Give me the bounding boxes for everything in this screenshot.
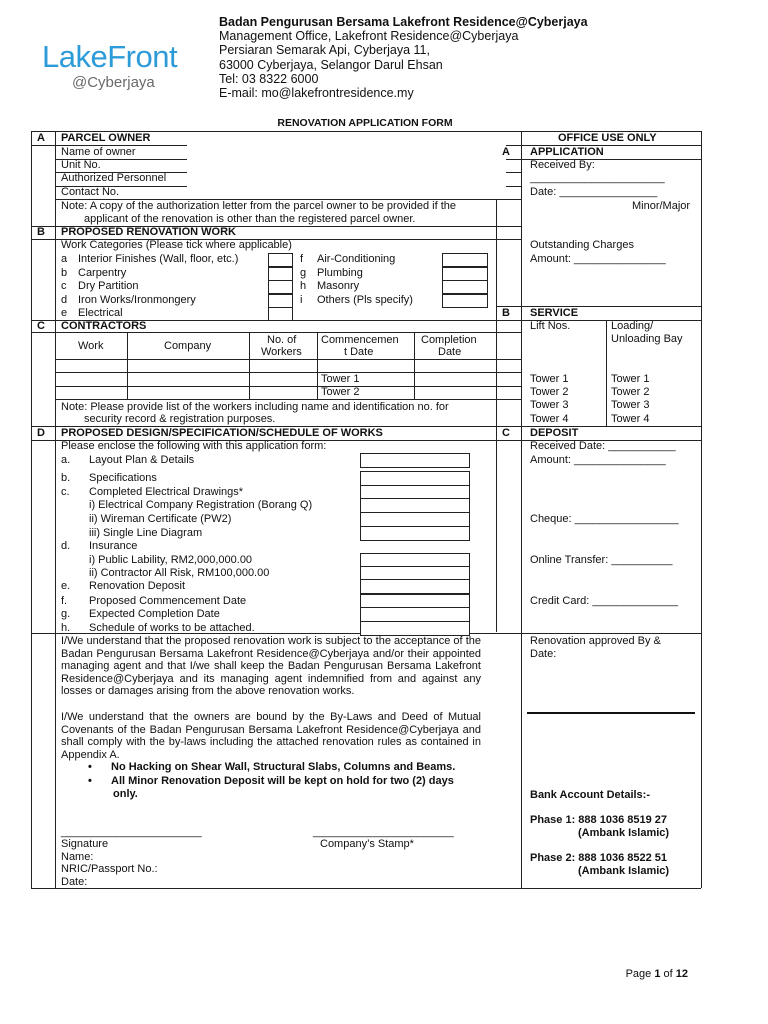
signature-label: Signature — [61, 838, 109, 850]
bullet-deposit-hold: All Minor Renovation Deposit will be kept on hold for two (2) days — [111, 775, 454, 787]
outstanding-amount[interactable]: Amount: _______________ — [530, 253, 666, 265]
work-category-label: Iron Works/Ironmongery — [78, 293, 196, 306]
approval-signature-line[interactable] — [527, 712, 695, 714]
grid-line — [55, 399, 521, 400]
doc-item-label: Expected Completion Date — [89, 608, 220, 620]
doc-item-checkbox[interactable] — [360, 579, 470, 594]
letterhead — [219, 15, 588, 100]
grid-line — [496, 633, 701, 634]
office-a-title: APPLICATION — [530, 146, 604, 158]
doc-item-label: i) Public Lability, RM2,000,000.00 — [89, 554, 253, 566]
grid-line — [496, 159, 701, 160]
grid-line — [31, 440, 55, 441]
work-category-label: Interior Finishes (Wall, floor, etc.) — [78, 253, 239, 265]
grid-line — [127, 332, 128, 399]
col-workers-1: No. of — [267, 334, 297, 346]
form-title: RENOVATION APPLICATION FORM — [277, 117, 453, 129]
grid-line — [31, 145, 55, 146]
work-category-checkbox[interactable] — [268, 280, 293, 294]
grid-line — [31, 239, 55, 240]
nric-label: NRIC/Passport No.: — [61, 863, 158, 875]
received-by: Received By: — [530, 159, 595, 171]
col-completion-2: Date — [438, 346, 462, 358]
doc-item-key: d. — [61, 540, 71, 552]
grid-line — [496, 145, 497, 632]
grid-line — [606, 320, 607, 426]
lakefront-logo — [42, 40, 202, 102]
doc-item-key: f. — [61, 595, 68, 607]
work-category-key: c — [61, 280, 67, 292]
bullet-no-hacking: No Hacking on Shear Wall, Structural Slabs, Columns and Beams. — [111, 761, 456, 773]
col-commencement-1: Commencemen — [321, 334, 399, 346]
section-d-intro: Please enclose the following with this application form: — [61, 440, 327, 452]
doc-item-checkbox[interactable] — [360, 621, 470, 636]
grid-line — [55, 372, 521, 373]
unit-no-input[interactable] — [187, 159, 506, 172]
date-label: Date: — [61, 876, 88, 888]
bullet-deposit-hold-cont: only. — [113, 788, 138, 800]
outstanding-charges: Outstanding Charges — [530, 239, 634, 251]
doc-item-label: iii) Single Line Diagram — [89, 527, 203, 539]
lift-tower: Tower 1 — [530, 373, 569, 385]
grid-line — [249, 332, 250, 399]
office-name: Management Office, Lakefront Residence@Cyberjaya — [219, 29, 519, 44]
declaration-paragraph-1: I/We understand that the proposed renovation work is subject to the acceptance of the Badan Pengurusan Bersama Lakefront Residence@Cyberjaya and/or their appointed managing agent and that I/we shall keep the Badan Pengurusan Bersama Lakefront Residence@Cyberjaya and its managing agent indemnified from and against any losses or damages arising from the above renovation works. — [61, 635, 481, 698]
signature-line[interactable]: _______________________ — [61, 826, 202, 838]
work-category-key: e — [61, 307, 68, 319]
email: E-mail: mo@lakefrontresidence.my — [219, 86, 414, 101]
section-c-letter: C — [37, 320, 45, 332]
deposit-online-transfer[interactable]: Online Transfer: __________ — [530, 554, 673, 566]
grid-line — [521, 131, 522, 888]
doc-item-checkbox[interactable] — [360, 607, 470, 622]
page-number: 1 — [654, 968, 661, 980]
col-completion-1: Completion — [421, 334, 477, 346]
lift-nos: Lift Nos. — [530, 320, 571, 332]
doc-item-checkbox[interactable] — [360, 512, 470, 527]
section-a-title: PARCEL OWNER — [61, 132, 151, 144]
minor-major: Minor/Major — [632, 200, 691, 212]
grid-line — [55, 131, 56, 888]
contractor-tower-1: Tower 1 — [321, 373, 360, 385]
grid-line — [414, 332, 415, 399]
doc-item-key: h. — [61, 622, 71, 634]
section-b-letter: B — [37, 226, 45, 238]
field-authorized-personnel: Authorized Personnel — [61, 172, 167, 184]
section-c-note-1: Note: Please provide list of the workers including name and identification no. for — [61, 401, 449, 413]
section-a-letter: A — [37, 132, 45, 144]
section-a-note-1: Note: A copy of the authorization letter from the parcel owner to be provided if the — [61, 200, 457, 212]
section-a-note-2: applicant of the renovation is other than the registered parcel owner. — [84, 213, 416, 225]
doc-item-key: a. — [61, 454, 71, 466]
page-total: 12 — [675, 968, 688, 980]
approved-by-1: Renovation approved By & — [530, 635, 661, 647]
field-contact-no: Contact No. — [61, 186, 120, 198]
org-name: Badan Pengurusan Bersama Lakefront Residence@Cyberjaya — [219, 15, 588, 29]
office-date[interactable]: Date: ________________ — [530, 186, 658, 198]
bank-account-title: Bank Account Details:- — [530, 789, 651, 801]
doc-item-key: e. — [61, 580, 71, 592]
doc-item-label: Completed Electrical Drawings* — [89, 486, 244, 498]
office-c-title: DEPOSIT — [530, 427, 579, 439]
work-category-label: Air-Conditioning — [317, 253, 396, 265]
grid-line — [55, 386, 521, 387]
doc-item-checkbox[interactable] — [360, 498, 470, 513]
deposit-amount[interactable]: Amount: _______________ — [530, 454, 666, 466]
authorized-personnel-input[interactable] — [187, 172, 506, 186]
grid-line — [317, 332, 318, 399]
work-category-key: f — [300, 253, 304, 265]
grid-line — [31, 131, 32, 888]
phase-1-account: Phase 1: 888 1036 8519 27 — [530, 814, 668, 826]
contractor-tower-2: Tower 2 — [321, 386, 360, 398]
work-category-checkbox[interactable] — [442, 253, 488, 267]
grid-line — [496, 306, 701, 307]
work-categories-intro: Work Categories (Please tick where applicable) — [61, 239, 292, 251]
col-workers-2: Workers — [261, 346, 302, 358]
doc-item-label: Renovation Deposit — [89, 580, 186, 592]
doc-item-label: Schedule of works to be attached. — [89, 622, 255, 634]
work-category-key: b — [61, 266, 68, 279]
field-name-of-owner: Name of owner — [61, 146, 136, 158]
office-c-letter: C — [502, 427, 510, 439]
office-use-title: OFFICE USE ONLY — [558, 132, 657, 144]
col-work: Work — [78, 340, 104, 352]
section-c-note-2: security record & registration purposes. — [84, 413, 276, 425]
lift-tower: Tower 2 — [530, 386, 569, 399]
work-category-label: Carpentry — [78, 266, 127, 279]
deposit-credit-card[interactable]: Credit Card: ______________ — [530, 595, 679, 607]
loading-bay-tower: Tower 1 — [611, 373, 650, 385]
doc-item-label: Specifications — [89, 472, 157, 484]
section-c-title: CONTRACTORS — [61, 320, 147, 332]
doc-item-key: b. — [61, 472, 71, 484]
work-category-label: Others (Pls specify) — [317, 293, 413, 306]
doc-item-checkbox[interactable] — [360, 453, 470, 468]
loading-bay-2: Unloading Bay — [611, 333, 683, 345]
work-category-label: Plumbing — [317, 266, 363, 279]
office-a-letter: A — [502, 146, 510, 158]
office-b-letter: B — [502, 307, 510, 319]
work-category-key: h — [300, 280, 307, 292]
telephone: Tel: 03 8322 6000 — [219, 71, 319, 86]
work-category-checkbox[interactable] — [268, 253, 293, 267]
col-commencement-2: t Date — [344, 346, 374, 358]
lift-tower: Tower 3 — [530, 399, 569, 412]
grid-line — [701, 131, 702, 888]
doc-item-label: Insurance — [89, 540, 138, 552]
owner-name-input[interactable] — [187, 145, 506, 159]
grid-line — [55, 359, 521, 360]
section-d-letter: D — [37, 427, 45, 439]
address-line-2: 63000 Cyberjaya, Selangor Darul Ehsan — [219, 57, 443, 72]
bullet-1-dot: • — [88, 761, 92, 773]
loading-bay-1: Loading/ — [611, 320, 654, 332]
address-line-1: Persiaran Semarak Api, Cyberjaya 11, — [219, 43, 430, 58]
col-company: Company — [164, 340, 212, 352]
work-category-key: g — [300, 266, 307, 279]
work-category-checkbox[interactable] — [442, 294, 488, 308]
doc-item-label: ii) Contractor All Risk, RM100,000.00 — [89, 567, 270, 579]
grid-line — [31, 888, 701, 889]
doc-item-label: ii) Wireman Certificate (PW2) — [89, 513, 232, 525]
logo-subtitle: @Cyberjaya — [72, 74, 155, 91]
phase-1-bank: (Ambank Islamic) — [578, 827, 670, 839]
grid-line — [496, 320, 701, 321]
work-category-key: i — [300, 293, 303, 306]
approved-by-2: Date: — [530, 648, 557, 660]
stamp-line[interactable]: _______________________ — [313, 826, 454, 838]
work-category-label: Masonry — [317, 280, 360, 292]
work-category-label: Electrical — [78, 307, 123, 319]
declaration-paragraph-2: I/We understand that the owners are bound by the By-Laws and Deed of Mutual Covenants of the Badan Pengurusan Bersama Lakefront Residence@Cyberjaya and shall comply with the by-laws including the attached renovation rules as contained in Appendix A. — [61, 711, 481, 761]
work-category-key: d — [61, 293, 68, 306]
doc-item-label: Proposed Commencement Date — [89, 595, 247, 607]
page-footer — [626, 968, 688, 980]
page-prefix: Page — [625, 968, 655, 980]
contact-no-input[interactable] — [187, 186, 506, 199]
logo-wordmark: LakeFront — [42, 39, 178, 74]
loading-bay-tower: Tower 3 — [611, 399, 650, 412]
work-category-key: a — [61, 253, 68, 265]
page-of: of — [660, 968, 676, 980]
bullet-2-dot: • — [88, 775, 92, 787]
grid-line — [31, 633, 55, 634]
deposit-cheque[interactable]: Cheque: _________________ — [530, 513, 679, 525]
doc-item-label: Layout Plan & Details — [89, 454, 195, 466]
lift-tower: Tower 4 — [530, 412, 569, 425]
work-category-checkbox[interactable] — [442, 267, 488, 281]
work-category-checkbox[interactable] — [442, 280, 488, 294]
office-b-title: SERVICE — [530, 307, 579, 319]
doc-item-label: i) Electrical Company Registration (Borang Q) — [89, 499, 313, 511]
received-by-line[interactable]: ______________________ — [530, 172, 665, 184]
name-label: Name: — [61, 851, 94, 863]
work-category-checkbox[interactable] — [268, 294, 293, 308]
doc-item-key: g. — [61, 608, 71, 620]
work-category-checkbox[interactable] — [268, 307, 293, 321]
section-d-title: PROPOSED DESIGN/SPECIFICATION/SCHEDULE OF WORKS — [61, 427, 383, 439]
work-category-label: Dry Partition — [78, 280, 139, 292]
section-b-title: PROPOSED RENOVATION WORK — [61, 226, 236, 238]
company-stamp-label: Company’s Stamp* — [320, 838, 414, 850]
doc-item-key: c. — [61, 486, 70, 498]
grid-line — [496, 426, 701, 427]
deposit-received-date[interactable]: Received Date: ___________ — [530, 440, 676, 452]
loading-bay-tower: Tower 4 — [611, 412, 650, 425]
doc-item-checkbox[interactable] — [360, 526, 470, 541]
field-unit-no: Unit No. — [61, 159, 101, 171]
doc-item-checkbox[interactable] — [360, 471, 470, 486]
phase-2-bank: (Ambank Islamic) — [578, 865, 670, 877]
phase-2-account: Phase 2: 888 1036 8522 51 — [530, 852, 668, 864]
loading-bay-tower: Tower 2 — [611, 386, 650, 399]
work-category-checkbox[interactable] — [268, 267, 293, 281]
